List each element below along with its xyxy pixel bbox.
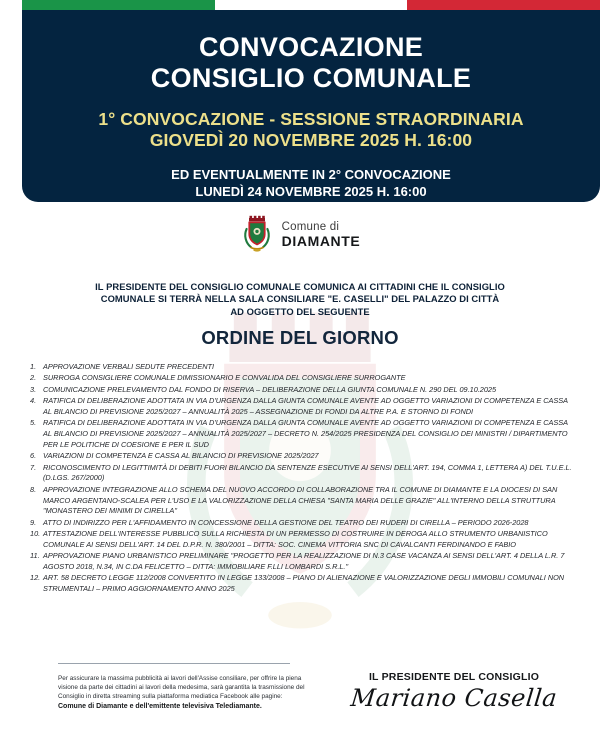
announcement-line1: IL PRESIDENTE DEL CONSIGLIO COMUNALE COMUNICA AI CITTADINI CHE IL CONSIGLIO bbox=[95, 281, 505, 292]
agenda-item bbox=[30, 573, 578, 595]
announcement-line3: AD OGGETTO DEL SEGUENTE bbox=[230, 305, 370, 317]
agenda-item-number: 3. bbox=[30, 384, 37, 394]
agenda-item bbox=[30, 385, 578, 396]
session-subtitle bbox=[22, 109, 600, 152]
agenda-item-text: APPROVAZIONE INTEGRAZIONE ALLO SCHEMA DEL NUOVO ACCORDO DI COLLABORAZIONE TRA IL COMUNE DI DIAMANTE E LA DIOCESI DI SAN MARCO ARGENTANO-SCALEA PER L'USO E LA VALORIZZAZIONE DELLA CHIESA "SANTA MARIA DELLE GRAZIE" ALL'INTERNO DELLA STRUTTURA "MONASTERO DEI MINIMI DI CIRELLA" bbox=[43, 484, 558, 516]
session-subtitle-line1: 1° CONVOCAZIONE - SESSIONE STRAORDINARIA bbox=[98, 109, 524, 129]
session-date-secondary: LUNEDÌ 24 NOVEMBRE 2025 H. 16:00 bbox=[195, 183, 427, 199]
flag-band-green bbox=[22, 0, 215, 10]
agenda-list bbox=[30, 362, 578, 596]
agenda-item-number: 10. bbox=[30, 529, 41, 539]
agenda-item-number: 2. bbox=[30, 373, 37, 383]
municipality-name bbox=[282, 221, 361, 250]
agenda-item bbox=[30, 373, 578, 384]
agenda-heading: ORDINE DEL GIORNO bbox=[201, 327, 399, 348]
session-date-primary: GIOVEDÌ 20 NOVEMBRE 2025 H. 16:00 bbox=[149, 130, 473, 151]
agenda-item-text: ART. 58 DECRETO LEGGE 112/2008 CONVERTITO IN LEGGE 133/2008 – PIANO DI ALIENAZIONE E VALORIZZAZIONE DEGLI IMMOBILI COMUNALI NON STRUMENTALI – PRIMO AGGIORNAMENTO ANNO 2025 bbox=[43, 573, 565, 594]
agenda-item-text: ATTESTAZIONE DELL'INTERESSE PUBBLICO SULLA RICHIESTA DI UN PERMESSO DI COSTRUIRE IN DEROGA ALLO STRUMENTO URBANISTICO COMUNALE AI SENSI DELL'ART. 14 DEL D.P.R. N. 380/2001 – DITTA: SOC. CINEMA VITTORIA SNC DI CAVALCANTI FERDINANDO E FABIO bbox=[43, 529, 548, 549]
agenda-item bbox=[30, 451, 578, 462]
agenda-item-text: APPROVAZIONE PIANO URBANISTICO PRELIMINARE "PROGETTO PER LA REALIZZAZIONE DI N.3 CASE VACANZA AI SENSI DELL'ART. 4 DELLA L.R. 7 AGOSTO 2018, N.34, IN C.DA FELICETTO – DITTA: IMMOBILIARE F.LLI LOMBARDI S.R.L." bbox=[43, 551, 565, 571]
agenda-item-text: RICONOSCIMENTO DI LEGITTIMITÀ DI DEBITI FUORI BILANCIO DA SENTENZE ESECUTIVE AI SENSI DELL'ART. 194, COMMA 1, LETTERA A) DEL T.U.E.L. (D.LGS. 267/2000) bbox=[43, 462, 572, 483]
agenda-item-number: 9. bbox=[30, 517, 37, 527]
agenda-item bbox=[30, 396, 578, 418]
flag-band-red bbox=[407, 0, 600, 10]
agenda-item-number: 5. bbox=[30, 418, 37, 428]
streaming-notice-text: Per assicurare la massima pubblicità ai lavori dell'Assise consiliare, per offrire la piena visione da parte dei cittadini ai lavori della medesima, sarà garantita la trasmissione del Consiglio in diretta streaming sulla piattaforma mediatica Facebook alle pagine: bbox=[58, 675, 305, 701]
agenda-item-text: VARIAZIONI DI COMPETENZA E CASSA AL BILANCIO DI PREVISIONE 2025/2027 bbox=[43, 451, 319, 461]
agenda-item-text: COMUNICAZIONE PRELEVAMENTO DAL FONDO DI RISERVA – DELIBERAZIONE DELLA GIUNTA COMUNALE N. 290 DEL 09.10.2025 bbox=[43, 384, 497, 394]
agenda-item bbox=[30, 418, 578, 450]
agenda-item bbox=[30, 518, 578, 529]
municipality-title: DIAMANTE bbox=[281, 232, 361, 249]
streaming-notice bbox=[58, 674, 308, 712]
signature-title: IL PRESIDENTE DEL CONSIGLIO bbox=[368, 671, 540, 683]
footer-divider bbox=[58, 663, 290, 664]
agenda-item bbox=[30, 529, 578, 551]
agenda-item bbox=[30, 362, 578, 373]
announcement-text bbox=[42, 281, 558, 318]
agenda-item-number: 1. bbox=[30, 362, 37, 371]
streaming-channels: Comune di Diamante e dell'emittente televisiva Telediamante. bbox=[58, 702, 262, 710]
agenda-item-number: 8. bbox=[30, 484, 37, 494]
page-title-line2: CONSIGLIO COMUNALE bbox=[150, 62, 472, 93]
agenda-item-number: 12. bbox=[30, 573, 41, 583]
second-call-label: ED EVENTUALMENTE IN 2° CONVOCAZIONE bbox=[171, 166, 451, 182]
agenda-item-number: 6. bbox=[30, 451, 37, 461]
agenda-item-text: RATIFICA DI DELIBERAZIONE ADOTTATA IN VIA D'URGENZA DALLA GIUNTA COMUNALE AVENTE AD OGGETTO VARIAZIONI DI COMPETENZA E CASSA AL BILANCIO DI PREVISIONE 2025/2027 – ANNUALITÀ 2025/2027 – DECRETO N. 254/2025 PRESIDENZA DEL CONSIGLIO DEI MINISTRI / DIPARTIMENTO PER LE POLITICHE DI COESIONE E PER IL SUD bbox=[43, 418, 568, 449]
flag-band-white bbox=[215, 0, 408, 10]
second-call-block bbox=[22, 167, 600, 201]
signature-block bbox=[344, 671, 564, 712]
agenda-item bbox=[30, 463, 578, 485]
agenda-item-text: APPROVAZIONE VERBALI SEDUTE PRECEDENTI bbox=[43, 362, 215, 371]
header-panel bbox=[22, 10, 600, 202]
announcement-line2: COMUNALE SI TERRÀ NELLA SALA CONSILIARE "E. CASELLI" DEL PALAZZO DI CITTÀ bbox=[100, 293, 500, 305]
agenda-item-number: 7. bbox=[30, 462, 37, 472]
agenda-item bbox=[30, 485, 578, 517]
agenda-item bbox=[30, 551, 578, 573]
agenda-item-text: RATIFICA DI DELIBERAZIONE ADOTTATA IN VIA D'URGENZA DALLA GIUNTA COMUNALE AVENTE AD OGGETTO VARIAZIONI DI COMPETENZA E CASSA AL BILANCIO DI PREVISIONE 2025/2027 – ANNUALITÀ 2025 – ASSEGNAZIONE DI FONDI DA ALTRE P.A. E STORNO DI FONDI bbox=[43, 396, 568, 416]
agenda-item-text: SURROGA CONSIGLIERE COMUNALE DIMISSIONARIO E CONVALIDA DEL CONSIGLIERE SURROGANTE bbox=[43, 373, 406, 383]
coat-of-arms-icon bbox=[240, 215, 274, 255]
agenda-item-number: 11. bbox=[30, 551, 40, 561]
agenda-item-text: ATTO DI INDIRIZZO PER L'AFFIDAMENTO IN CONCESSIONE DELLA GESTIONE DEL TEATRO DEI RUDERI DI CIRELLA – PERIODO 2026-2028 bbox=[43, 517, 529, 527]
municipality-logo bbox=[0, 215, 600, 255]
page-title bbox=[22, 32, 600, 93]
agenda-item-number: 4. bbox=[30, 396, 37, 406]
italian-flag-bar bbox=[22, 0, 600, 10]
municipality-prefix: Comune di bbox=[281, 220, 340, 233]
signature-name: Mariano Casella bbox=[349, 684, 559, 712]
page-title-line1: CONVOCAZIONE bbox=[198, 32, 424, 62]
